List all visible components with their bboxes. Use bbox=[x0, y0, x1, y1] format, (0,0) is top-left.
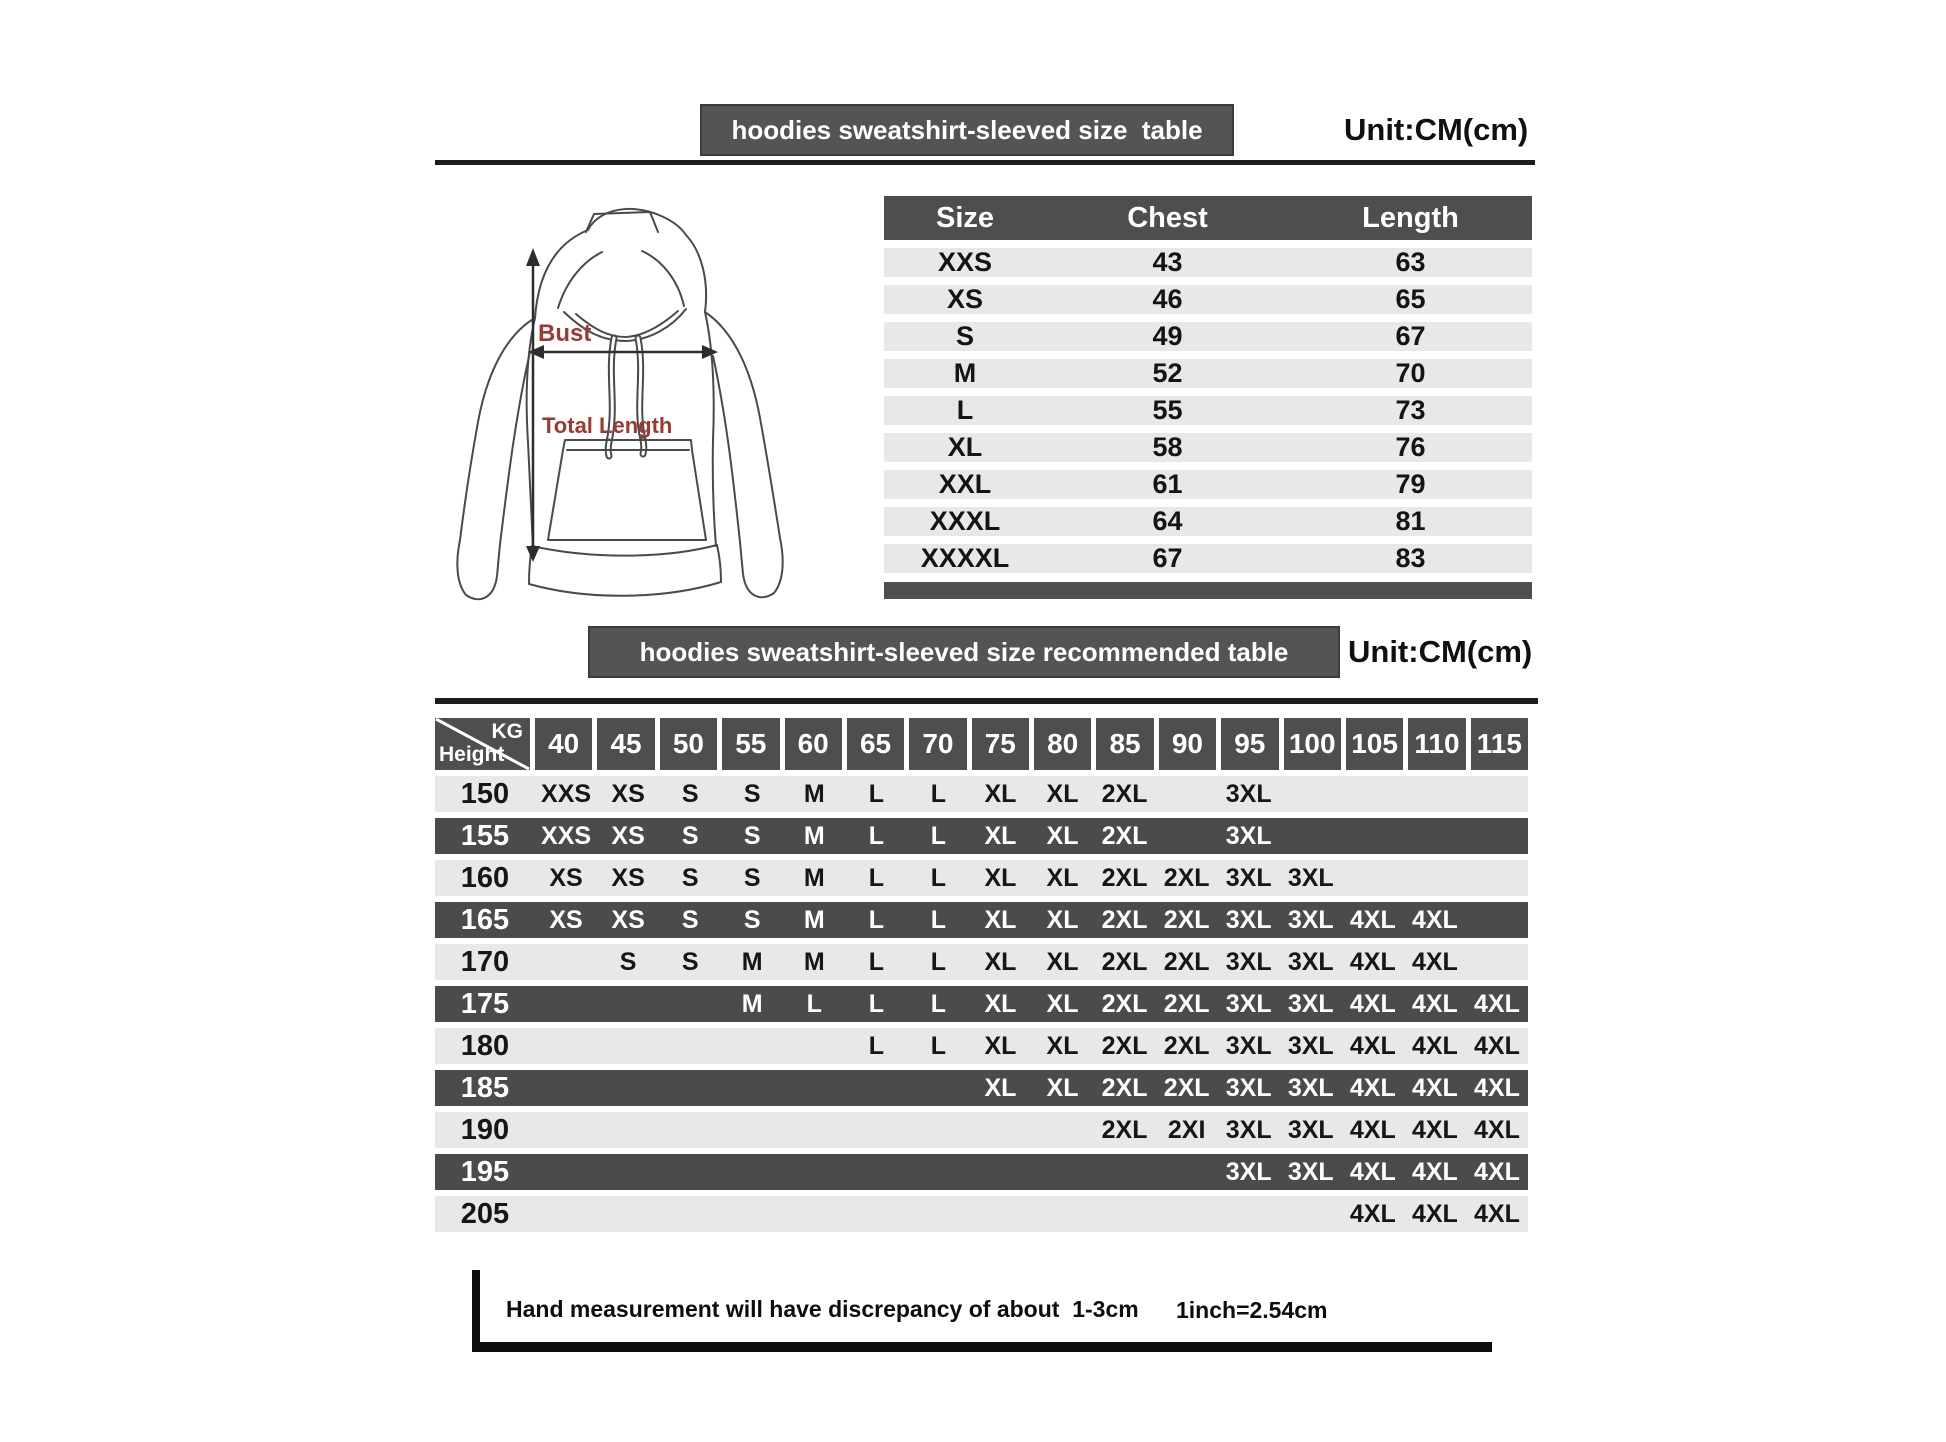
size-recommendation-cell: 2XL bbox=[1163, 1073, 1210, 1102]
size-recommendation-cell: L bbox=[930, 1031, 947, 1060]
size-recommendation-cell: 3XL bbox=[1225, 1115, 1272, 1144]
height-cell: 195 bbox=[460, 1155, 510, 1188]
size-recommendation-cell: 3XL bbox=[1287, 947, 1334, 976]
size-recommendation-cell: S bbox=[619, 947, 637, 976]
height-cell: 150 bbox=[460, 777, 510, 810]
size-recommendation-cell: S bbox=[681, 863, 699, 892]
size-recommendation-cell: S bbox=[743, 779, 761, 808]
size-recommendation-cell: 3XL bbox=[1287, 905, 1334, 934]
size-table-unit: Unit:CM(cm) bbox=[1344, 112, 1529, 147]
chest-cell: 67 bbox=[1152, 543, 1183, 573]
chest-cell: 61 bbox=[1152, 469, 1183, 499]
weight-header-cell: 100 bbox=[1284, 718, 1341, 770]
size-recommendation-cell: L bbox=[930, 905, 947, 934]
size-recommendation-cell: XS bbox=[611, 779, 645, 808]
matrix-row bbox=[435, 1154, 1528, 1190]
size-recommendation-cell: L bbox=[930, 821, 947, 850]
size-recommendation-cell: 3XL bbox=[1225, 779, 1272, 808]
size-recommendation-cell: 4XL bbox=[1349, 1199, 1396, 1228]
size-recommendation-cell: XL bbox=[984, 905, 1017, 934]
chest-column-header: Chest bbox=[1127, 201, 1208, 234]
size-recommendation-cell: 3XL bbox=[1225, 821, 1272, 850]
size-recommendation-cell: L bbox=[868, 863, 884, 892]
size-recommendation-cell: 2XL bbox=[1101, 947, 1148, 976]
size-recommendation-cell: 4XL bbox=[1411, 905, 1458, 934]
size-recommendation-cell: 3XL bbox=[1287, 1157, 1334, 1186]
size-recommendation-cell: 3XL bbox=[1287, 1031, 1334, 1060]
size-recommendation-cell: 2XL bbox=[1163, 1031, 1210, 1060]
size-recommendation-cell: 4XL bbox=[1411, 1199, 1458, 1228]
size-table bbox=[884, 196, 1532, 599]
size-recommendation-cell: XL bbox=[984, 989, 1017, 1018]
size-recommendation-cell: XL bbox=[984, 821, 1017, 850]
size-cell: XXS bbox=[937, 247, 993, 277]
size-recommendation-cell: 3XL bbox=[1287, 863, 1334, 892]
weight-header-cell: 75 bbox=[972, 718, 1029, 770]
size-recommendation-cell: 2XI bbox=[1167, 1115, 1206, 1144]
length-cell: 70 bbox=[1395, 358, 1426, 388]
size-recommendation-cell: XL bbox=[984, 779, 1017, 808]
weight-header-cell: 115 bbox=[1471, 718, 1528, 770]
size-recommendation-cell: 4XL bbox=[1349, 1073, 1396, 1102]
size-recommendation-cell: 3XL bbox=[1225, 989, 1272, 1018]
size-recommendation-cell: XL bbox=[1046, 863, 1079, 892]
size-recommendation-cell: XXS bbox=[541, 821, 592, 850]
length-cell: 73 bbox=[1395, 395, 1426, 425]
size-cell: L bbox=[956, 395, 974, 425]
size-recommendation-cell: 4XL bbox=[1349, 1115, 1396, 1144]
height-cell: 205 bbox=[460, 1197, 510, 1230]
length-cell: 63 bbox=[1395, 247, 1426, 277]
size-recommendation-cell: L bbox=[868, 779, 884, 808]
size-recommendation-cell: XL bbox=[1046, 905, 1079, 934]
size-recommendation-cell: L bbox=[868, 989, 884, 1018]
chest-cell: 64 bbox=[1152, 506, 1183, 536]
size-recommendation-cell: S bbox=[681, 821, 699, 850]
matrix-body bbox=[435, 776, 1528, 1232]
size-recommendation-cell: 3XL bbox=[1287, 1115, 1334, 1144]
size-recommendation-cell: 4XL bbox=[1349, 1157, 1396, 1186]
size-recommendation-cell: 4XL bbox=[1349, 905, 1396, 934]
chest-cell: 46 bbox=[1152, 284, 1183, 314]
weight-header-cell: 45 bbox=[597, 718, 654, 770]
weight-header-cell: 50 bbox=[660, 718, 717, 770]
size-recommendation-cell: M bbox=[741, 947, 763, 976]
size-recommendation-cell: L bbox=[930, 947, 947, 976]
size-recommendation-cell: M bbox=[803, 947, 825, 976]
length-cell: 83 bbox=[1395, 543, 1426, 573]
length-cell: 65 bbox=[1395, 284, 1426, 314]
size-table-title: hoodies sweatshirt-sleeved size table bbox=[700, 104, 1234, 156]
size-cell: XXXL bbox=[929, 506, 1001, 536]
size-recommendation-cell: XXS bbox=[541, 779, 592, 808]
recommend-table-unit: Unit:CM(cm) bbox=[1348, 634, 1533, 669]
size-recommendation-cell: 3XL bbox=[1225, 1157, 1272, 1186]
height-label: Height bbox=[439, 743, 505, 766]
divider-line bbox=[435, 160, 1535, 165]
size-recommendation-cell: L bbox=[868, 905, 884, 934]
matrix-row bbox=[435, 776, 1528, 812]
size-recommendation-cell: S bbox=[681, 947, 699, 976]
size-cell: XXXXL bbox=[920, 543, 1010, 573]
size-recommendation-cell: M bbox=[803, 821, 825, 850]
size-table-row bbox=[884, 507, 1532, 536]
weight-header-cell: 80 bbox=[1034, 718, 1091, 770]
size-recommendation-cell: M bbox=[741, 989, 763, 1018]
arrowhead-down-icon bbox=[526, 546, 540, 562]
size-recommendation-cell: 3XL bbox=[1225, 1031, 1272, 1060]
size-table-row bbox=[884, 470, 1532, 499]
size-recommendation-cell: 4XL bbox=[1411, 1031, 1458, 1060]
weight-header-cell: 40 bbox=[535, 718, 592, 770]
length-cell: 79 bbox=[1395, 469, 1426, 499]
size-recommendation-cell: 4XL bbox=[1411, 1157, 1458, 1186]
size-recommendation-cell: 4XL bbox=[1474, 1157, 1520, 1186]
hoodie-measurement-diagram bbox=[438, 190, 818, 630]
matrix-row bbox=[435, 1112, 1528, 1148]
matrix-row bbox=[435, 1028, 1528, 1064]
size-recommendation-cell: 3XL bbox=[1287, 989, 1334, 1018]
weight-header-cell: 85 bbox=[1096, 718, 1153, 770]
size-recommendation-cell: XL bbox=[1046, 989, 1079, 1018]
size-table-row bbox=[884, 433, 1532, 462]
matrix-row bbox=[435, 902, 1528, 938]
weight-header-cell: 95 bbox=[1221, 718, 1278, 770]
size-cell: XL bbox=[947, 432, 983, 462]
size-recommendation-cell: XL bbox=[984, 1031, 1017, 1060]
chest-cell: 55 bbox=[1152, 395, 1183, 425]
size-table-row bbox=[884, 285, 1532, 314]
matrix-row bbox=[435, 1196, 1528, 1232]
size-recommendation-cell: S bbox=[743, 821, 761, 850]
corner-cell bbox=[435, 718, 530, 770]
arrowhead-up-icon bbox=[526, 248, 540, 266]
weight-header-cell: 70 bbox=[909, 718, 966, 770]
size-recommendation-cell: 4XL bbox=[1349, 947, 1396, 976]
note-underline bbox=[472, 1342, 1492, 1352]
size-cell: S bbox=[955, 321, 974, 351]
matrix-row bbox=[435, 944, 1528, 980]
height-cell: 155 bbox=[460, 819, 510, 852]
height-cell: 175 bbox=[460, 987, 510, 1020]
size-recommendation-cell: 2XL bbox=[1163, 989, 1210, 1018]
size-recommendation-cell: L bbox=[930, 863, 947, 892]
chest-cell: 58 bbox=[1152, 432, 1183, 462]
size-recommendation-cell: 3XL bbox=[1225, 947, 1272, 976]
size-recommendation-cell: M bbox=[803, 905, 825, 934]
size-column-header: Size bbox=[935, 201, 995, 234]
size-cell: M bbox=[953, 358, 977, 388]
size-recommendation-cell: 2XL bbox=[1101, 989, 1148, 1018]
size-recommendation-cell: 2XL bbox=[1163, 863, 1210, 892]
length-cell: 76 bbox=[1395, 432, 1426, 462]
length-cell: 81 bbox=[1395, 506, 1426, 536]
size-recommendation-cell: XS bbox=[549, 863, 583, 892]
size-recommendation-cell: XS bbox=[611, 863, 645, 892]
weight-header-cell: 105 bbox=[1346, 718, 1403, 770]
size-recommendation-cell: 2XL bbox=[1101, 1073, 1148, 1102]
size-recommendation-cell: 4XL bbox=[1411, 1115, 1458, 1144]
height-cell: 170 bbox=[460, 945, 510, 978]
height-cell: 190 bbox=[460, 1113, 510, 1146]
size-recommendation-cell: 2XL bbox=[1101, 779, 1148, 808]
size-recommendation-cell: XL bbox=[984, 947, 1017, 976]
size-recommendation-cell: XL bbox=[1046, 947, 1079, 976]
bust-label: Bust bbox=[538, 320, 592, 347]
inch-conversion-note: 1inch=2.54cm bbox=[1176, 1297, 1328, 1323]
matrix-row bbox=[435, 1070, 1528, 1106]
weight-header-cell: 90 bbox=[1159, 718, 1216, 770]
size-recommendation-cell: 4XL bbox=[1474, 1115, 1520, 1144]
size-recommendation-cell: XS bbox=[611, 905, 645, 934]
chest-cell: 52 bbox=[1152, 358, 1183, 388]
size-recommendation-cell: XS bbox=[611, 821, 645, 850]
weight-header-cell: 60 bbox=[785, 718, 842, 770]
chest-cell: 49 bbox=[1152, 321, 1183, 351]
size-recommendation-cell: 4XL bbox=[1474, 989, 1520, 1018]
size-recommendation-cell: 2XL bbox=[1101, 863, 1148, 892]
size-recommendation-cell: 4XL bbox=[1349, 1031, 1396, 1060]
size-recommendation-cell: L bbox=[868, 947, 884, 976]
matrix-row bbox=[435, 818, 1528, 854]
size-cell: XS bbox=[946, 284, 984, 314]
size-table-row bbox=[884, 544, 1532, 573]
weight-header-cell: 55 bbox=[722, 718, 779, 770]
height-cell: 185 bbox=[460, 1071, 510, 1104]
height-cell: 165 bbox=[460, 903, 510, 936]
size-table-body bbox=[884, 248, 1532, 573]
kg-label: KG bbox=[491, 720, 523, 743]
size-recommendation-cell: M bbox=[803, 863, 825, 892]
recommend-table-header-row bbox=[435, 718, 1528, 770]
size-recommendation-cell: 4XL bbox=[1474, 1199, 1520, 1228]
size-recommendation-cell: 4XL bbox=[1349, 989, 1396, 1018]
size-recommendation-cell: 2XL bbox=[1163, 905, 1210, 934]
size-recommendation-cell: XL bbox=[1046, 779, 1079, 808]
size-recommendation-cell: 2XL bbox=[1163, 947, 1210, 976]
size-recommendation-cell: 4XL bbox=[1474, 1031, 1520, 1060]
size-table-row bbox=[884, 322, 1532, 351]
size-recommendation-cell: M bbox=[803, 779, 825, 808]
size-recommendation-cell: 3XL bbox=[1225, 863, 1272, 892]
size-recommendation-cell: L bbox=[868, 821, 884, 850]
size-table-footer-bar bbox=[884, 582, 1532, 599]
size-table-header-row bbox=[884, 196, 1532, 240]
weight-header-cell: 110 bbox=[1408, 718, 1465, 770]
size-recommendation-cell: 4XL bbox=[1411, 1073, 1458, 1102]
measurement-note: Hand measurement will have discrepancy of about 1-3cm bbox=[506, 1296, 1139, 1322]
size-recommendation-cell: L bbox=[806, 989, 822, 1018]
size-recommendation-cell: 2XL bbox=[1101, 905, 1148, 934]
size-recommendation-cell: 4XL bbox=[1474, 1073, 1520, 1102]
note-accent-bar bbox=[472, 1270, 480, 1344]
size-recommendation-cell: 2XL bbox=[1101, 1031, 1148, 1060]
size-recommendation-cell: XL bbox=[1046, 1073, 1079, 1102]
size-recommendation-cell: L bbox=[930, 779, 947, 808]
size-recommendation-cell: 3XL bbox=[1225, 905, 1272, 934]
size-recommendation-cell: 4XL bbox=[1411, 947, 1458, 976]
size-table-row bbox=[884, 396, 1532, 425]
size-recommendation-cell: 2XL bbox=[1101, 1115, 1148, 1144]
matrix-row bbox=[435, 860, 1528, 896]
weight-header-cell: 65 bbox=[847, 718, 904, 770]
height-cell: 160 bbox=[460, 861, 510, 894]
size-cell: XXL bbox=[938, 469, 992, 499]
chest-cell: 43 bbox=[1152, 247, 1183, 277]
size-recommendation-cell: S bbox=[743, 905, 761, 934]
size-recommendation-cell: XL bbox=[1046, 821, 1079, 850]
size-recommendation-cell: 3XL bbox=[1225, 1073, 1272, 1102]
matrix-row bbox=[435, 986, 1528, 1022]
height-cell: 180 bbox=[460, 1029, 510, 1062]
size-recommendation-cell: S bbox=[681, 779, 699, 808]
size-recommendation-cell: L bbox=[930, 989, 947, 1018]
size-table-row bbox=[884, 248, 1532, 277]
size-recommendation-cell: S bbox=[681, 905, 699, 934]
total-length-label: Total Length bbox=[542, 413, 673, 438]
size-recommendation-cell: 4XL bbox=[1411, 989, 1458, 1018]
size-recommendation-cell: XL bbox=[984, 1073, 1017, 1102]
length-column-header: Length bbox=[1362, 201, 1459, 234]
recommend-table bbox=[435, 718, 1528, 1232]
size-recommendation-cell: S bbox=[743, 863, 761, 892]
size-table-row bbox=[884, 359, 1532, 388]
size-recommendation-cell: 2XL bbox=[1101, 821, 1148, 850]
size-recommendation-cell: L bbox=[868, 1031, 884, 1060]
size-recommendation-cell: XS bbox=[549, 905, 583, 934]
recommend-table-title: hoodies sweatshirt-sleeved size recommended table bbox=[588, 626, 1340, 678]
size-recommendation-cell: 3XL bbox=[1287, 1073, 1334, 1102]
size-recommendation-cell: XL bbox=[1046, 1031, 1079, 1060]
size-recommendation-cell: XL bbox=[984, 863, 1017, 892]
divider-line bbox=[435, 698, 1538, 704]
length-cell: 67 bbox=[1395, 321, 1426, 351]
